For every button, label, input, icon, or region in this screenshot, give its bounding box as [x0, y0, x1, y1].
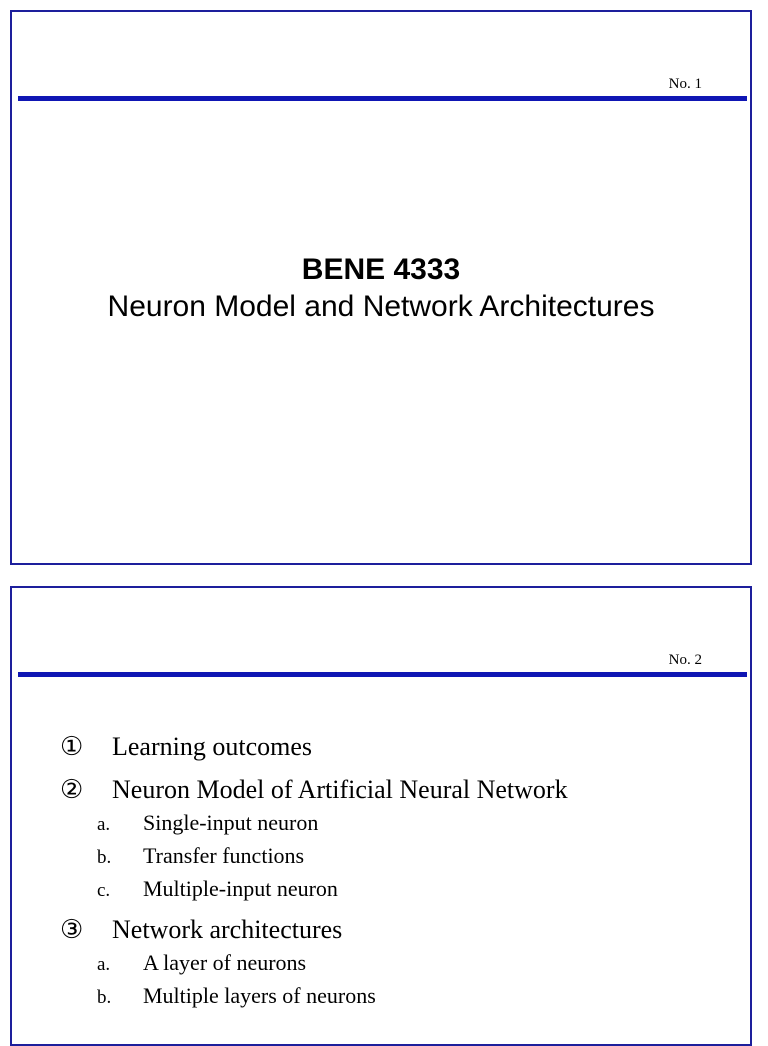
sub-list — [60, 810, 730, 909]
header-rule — [18, 672, 747, 677]
slide-number: No. 1 — [668, 76, 702, 92]
slide-number: No. 2 — [668, 652, 702, 668]
sub-item — [97, 950, 730, 983]
sub-text: Multiple-input neuron — [143, 876, 338, 901]
sub-marker: b. — [97, 847, 112, 868]
item-text: Network architectures — [112, 915, 343, 944]
course-code-title: BENE 4333 — [301, 253, 461, 286]
slide-2 — [10, 586, 752, 1046]
sub-text: Transfer functions — [143, 843, 305, 868]
sub-item — [97, 983, 730, 1016]
lecture-subtitle: Neuron Model and Network Architectures — [107, 290, 655, 323]
sub-text: Multiple layers of neurons — [143, 983, 376, 1008]
sub-item — [97, 810, 730, 843]
sub-marker: b. — [97, 987, 112, 1008]
sub-text: Single-input neuron — [143, 810, 319, 835]
agenda-list — [60, 732, 730, 1022]
slide-1 — [10, 10, 752, 565]
title-block — [12, 252, 750, 326]
agenda-item — [60, 732, 730, 775]
sub-marker: c. — [97, 880, 111, 901]
item-text: Neuron Model of Artificial Neural Network — [112, 775, 568, 804]
sub-text: A layer of neurons — [143, 950, 307, 975]
item-marker: ① — [60, 732, 84, 762]
sub-marker: a. — [97, 954, 111, 975]
item-marker: ② — [60, 775, 84, 805]
sub-list — [60, 950, 730, 1016]
item-marker: ③ — [60, 915, 84, 945]
item-text: Learning outcomes — [112, 732, 312, 761]
sub-marker: a. — [97, 814, 111, 835]
sub-item — [97, 843, 730, 876]
sub-item — [97, 876, 730, 909]
header-rule — [18, 96, 747, 101]
